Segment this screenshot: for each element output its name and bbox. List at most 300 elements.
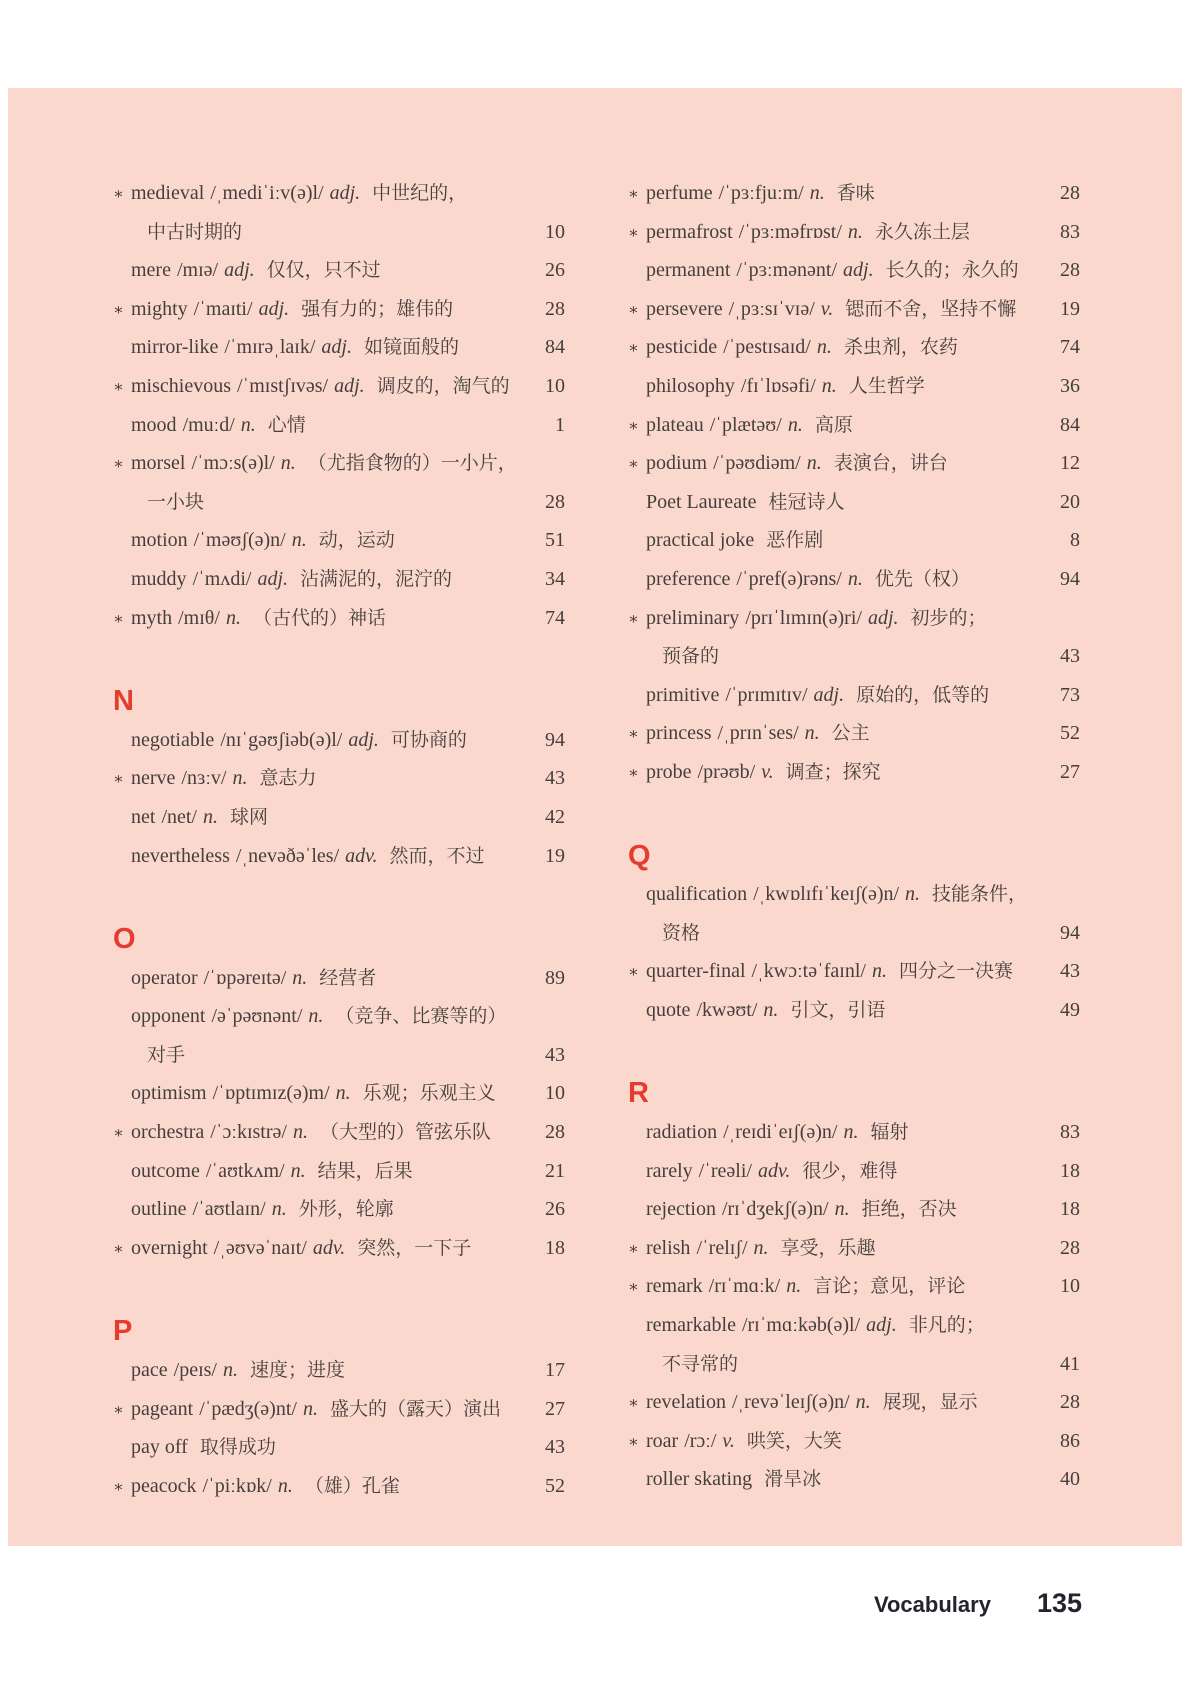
entry-pos: n. [290,1159,306,1182]
entry-page-number: 36 [1060,374,1080,397]
star-marker: ∗ [628,1433,639,1451]
entry-definition: 拒绝，否决 [861,1199,957,1221]
entry-word: opponent [131,1005,206,1028]
vocab-column-left-list [113,88,565,1505]
entry-definition: 强有力的；雄伟的 [301,298,454,320]
entry-pos: n. [786,1275,802,1298]
star-marker: ∗ [628,340,639,358]
entry-pos: n. [280,452,296,475]
entry-word: preliminary [646,606,740,629]
entry-definition: 如镜面般的 [363,337,459,359]
entry-word: plateau [646,413,704,436]
entry-word: perfume [646,182,713,204]
entry-page-number: 74 [545,606,565,629]
entry-definition: （尤指食物的）一小片， [307,453,517,475]
entry-page-number: 43 [545,1043,565,1066]
entry-word: quote [646,998,691,1021]
entry-word: mere [131,259,171,282]
star-marker: ∗ [628,301,639,319]
vocab-column-left [113,88,565,1505]
entry-word: rejection [646,1198,716,1221]
entry-text [131,1428,276,1468]
entry-phonetic: /ˈmɔːs(ə)l/ [191,452,275,475]
vocab-entry [628,560,1080,599]
entry-phonetic: /ˈɒpəreɪtə/ [203,966,287,989]
vocab-entry [628,1229,1080,1268]
entry-word: qualification [646,883,748,906]
entry-text [646,1190,957,1230]
star-marker: ∗ [113,1478,124,1496]
entry-word: remark [646,1275,703,1298]
entry-text [646,753,881,793]
vocab-entry-continuation [113,1036,565,1075]
entry-text [662,914,700,954]
entry-text [646,1460,821,1500]
entry-definition: 然而，不过 [389,845,485,867]
vocab-entry [113,1113,565,1152]
entry-word: motion [131,529,188,552]
entry-pos: n. [847,567,863,590]
entry-definition: 展现，显示 [882,1392,978,1414]
vocab-entry [113,798,565,837]
entry-phonetic: /ˈmaɪti/ [193,297,253,320]
vocab-entry [113,1428,565,1467]
entry-page-number: 10 [545,374,565,397]
entry-phonetic: /ˌkwɔːtəˈfaɪnl/ [751,960,866,983]
entry-word: Poet Laureate [646,490,757,513]
entry-definition: 优先（权） [874,568,970,590]
entry-word: outline [131,1198,187,1221]
entry-definition: 杀虫剂，农药 [843,337,958,359]
entry-page-number: 12 [1060,452,1080,475]
entry-definition: 取得成功 [199,1437,276,1459]
entry-text [131,1390,501,1430]
vocab-entry-continuation [628,1345,1080,1384]
entry-page-number: 10 [1060,1275,1080,1298]
entry-text [131,367,510,407]
entry-definition: 非凡的； [908,1315,985,1337]
entry-definition: 永久冻土层 [874,221,970,243]
entry-definition: 意志力 [259,768,317,790]
entry-word: pageant [131,1397,194,1420]
vocab-entry [113,837,565,876]
entry-word: mirror-like [131,336,219,359]
entry-definition: 享受，乐趣 [780,1237,876,1259]
entry-word: philosophy [646,374,735,397]
entry-definition: 经营者 [319,967,377,989]
entry-phonetic: /ˈpiːkɒk/ [202,1474,272,1497]
star-marker: ∗ [628,1240,639,1258]
entry-page-number: 43 [545,1436,565,1459]
entry-text [646,521,823,561]
star-marker: ∗ [628,456,639,474]
entry-text [131,1190,394,1230]
entry-word: practical joke [646,529,755,552]
entry-phonetic: /ˈpɜːməfrɒst/ [738,220,842,243]
vocab-entry [113,444,565,483]
entry-page-number: 73 [1060,683,1080,706]
footer-section-label: Vocabulary [873,1592,991,1617]
entry-text [131,251,381,291]
entry-phonetic: /mɪθ/ [178,606,220,629]
entry-text [131,444,517,484]
entry-definition-continued: 预备的 [662,646,720,668]
entry-definition: 人生哲学 [848,375,925,397]
entry-word: preference [646,567,731,590]
vocab-entry [113,328,565,367]
entry-definition: 结果，后果 [317,1160,413,1182]
entry-word: probe [646,760,692,783]
entry-pos: v. [820,297,834,320]
entry-text [131,328,459,368]
vocab-entry [628,444,1080,483]
entry-phonetic: /ˈrelɪʃ/ [696,1236,748,1259]
entry-word: mood [131,413,177,436]
entry-word: persevere [646,297,723,320]
entry-page-number: 52 [545,1474,565,1497]
entry-word: princess [646,722,712,745]
entry-pos: adj. [258,297,290,320]
entry-page-number: 8 [1070,529,1080,552]
star-marker: ∗ [628,186,639,203]
entry-text [646,560,970,600]
entry-pos: adv. [312,1236,346,1259]
entry-text [646,328,958,368]
entry-phonetic: /rɪˈmɑːkəb(ə)l/ [741,1314,861,1337]
star-marker: ∗ [628,726,639,744]
entry-pos: n. [804,722,820,745]
entry-word: overnight [131,1236,208,1259]
entry-phonetic: /ˈaʊtlaɪn/ [192,1198,266,1221]
entry-pos: adv. [345,844,378,867]
entry-page-number: 21 [545,1159,565,1182]
entry-definition: 沾满泥的，泥泞的 [300,568,453,590]
vocab-entry-continuation [113,483,565,522]
entry-text [646,875,1027,915]
entry-pos: n. [271,1198,287,1221]
entry-pos: adj. [224,259,255,282]
entry-phonetic: /ˌmediˈiːv(ə)l/ [210,182,324,204]
entry-word: peacock [131,1474,197,1497]
entry-definition: 桂冠诗人 [768,491,845,513]
star-marker: ∗ [628,964,639,982]
entry-phonetic: /rɪˈmɑːk/ [708,1275,781,1298]
entry-phonetic: /ˌprɪnˈses/ [717,722,799,745]
entry-page-number: 18 [1060,1159,1080,1182]
entry-phonetic: /rɪˈdʒekʃ(ə)n/ [721,1198,829,1221]
entry-page-number: 10 [545,1082,565,1105]
entry-page-number: 28 [1060,1236,1080,1259]
vocab-entry [628,483,1080,522]
vocab-entry [628,521,1080,560]
entry-definition: 技能条件， [932,884,1028,906]
entry-phonetic: /mɪə/ [176,259,219,282]
entry-pos: n. [335,1082,351,1105]
entry-phonetic: /ˈpestɪsaɪd/ [723,336,811,359]
entry-text [131,837,485,877]
vocab-entry [628,290,1080,329]
entry-pos: n. [277,1474,293,1497]
entry-word: muddy [131,567,187,590]
entry-text [646,714,870,754]
entry-pos: n. [855,1391,871,1414]
vocab-entry [113,997,565,1036]
entry-page-number: 94 [1060,567,1080,590]
entry-pos: adj. [321,336,352,359]
entry-text [646,1383,978,1423]
entry-pos: n. [291,529,307,552]
entry-page-number: 18 [545,1236,565,1259]
vocab-entry [628,952,1080,991]
entry-phonetic: /net/ [161,805,197,828]
entry-page-number: 28 [545,297,565,320]
entry-pos: n. [905,883,921,906]
vocab-entry [628,328,1080,367]
entry-text [646,1113,908,1153]
entry-definition: 盛大的（露天）演出 [329,1398,501,1420]
vocab-entry [628,1460,1080,1499]
star-marker: ∗ [113,186,124,203]
entry-definition: 公主 [831,723,870,745]
entry-pos: n. [222,1359,238,1382]
entry-page-number: 94 [1060,921,1080,944]
entry-text [131,174,467,214]
entry-definition-continued: 对手 [147,1044,186,1066]
entry-word: nevertheless [131,844,230,867]
vocab-entry [113,367,565,406]
entry-word: relish [646,1236,691,1259]
star-marker: ∗ [113,1401,124,1419]
entry-word: pay off [131,1436,188,1459]
entry-page-number: 19 [545,844,565,867]
vocab-entry [628,714,1080,753]
entry-pos: n. [806,452,822,475]
star-marker: ∗ [628,224,639,242]
star-marker: ∗ [628,610,639,628]
entry-definition: 调皮的，淘气的 [376,375,510,397]
entry-pos: n. [821,374,837,397]
entry-text [131,1113,491,1153]
entry-page-number: 26 [545,1198,565,1221]
entry-word: roller skating [646,1468,753,1491]
entry-word: morsel [131,452,186,475]
entry-definition: （古代的）神话 [252,607,386,629]
entry-pos: n. [225,606,241,629]
entry-definition: 言论；意见，评论 [813,1276,966,1298]
entry-pos: adj. [813,683,845,706]
entry-phonetic: /ˈmɪrəˌlaɪk/ [224,336,316,359]
vocab-entry [113,1190,565,1229]
star-marker: ∗ [628,764,639,782]
entry-phonetic: /ˈpɜːmənənt/ [736,259,838,282]
vocab-entry [628,174,1080,213]
entry-pos: n. [871,960,887,983]
entry-phonetic: /ˈprɪmɪtɪv/ [725,683,808,706]
entry-phonetic: /ˈmʌdi/ [192,567,252,590]
entry-definition: 香味 [836,183,875,204]
entry-definition: 表演台，讲台 [833,453,948,475]
vocab-column-right [628,88,1080,1499]
entry-text [662,637,719,677]
entry-page-number: 28 [1060,182,1080,204]
vocab-entry [628,753,1080,792]
entry-phonetic: /ˈɒptɪmɪz(ə)m/ [212,1082,330,1105]
entry-pos: adj. [867,606,899,629]
vocab-entry [628,406,1080,445]
section-letter-P: P [113,1315,133,1348]
entry-text [147,213,242,253]
entry-phonetic: /nɜːv/ [181,767,227,790]
entry-text [131,290,453,330]
entry-definition: （雄）孔雀 [304,1475,400,1497]
vocab-entry [628,1113,1080,1152]
vocab-entry [113,174,565,213]
entry-word: pesticide [646,336,718,359]
vocab-entry [113,1152,565,1191]
entry-phonetic: /ˈaʊtkʌm/ [205,1159,285,1182]
entry-page-number: 28 [1060,259,1080,282]
vocab-entry [113,759,565,798]
entry-text [131,1074,496,1114]
entry-pos: v. [722,1429,735,1452]
vocab-entry [113,521,565,560]
entry-definition: 辐射 [870,1122,909,1144]
entry-definition: 高原 [814,414,853,436]
entry-page-number: 74 [1060,336,1080,359]
entry-word: radiation [646,1121,718,1144]
entry-definition: 仅仅，只不过 [266,260,381,282]
entry-word: orchestra [131,1121,205,1144]
entry-text [131,721,467,761]
vocab-entry [628,1190,1080,1229]
entry-text [646,676,989,716]
entry-pos: n. [809,182,825,204]
entry-phonetic: /ˈpɜːfjuːm/ [718,182,804,204]
entry-pos: n. [240,413,256,436]
entry-page-number: 42 [545,805,565,828]
entry-definition: 原始的，低等的 [856,684,990,706]
entry-page-number: 18 [1060,1198,1080,1221]
entry-text [131,997,506,1037]
vocab-entry [113,959,565,998]
star-marker: ∗ [113,771,124,789]
entry-pos: n. [308,1005,324,1028]
entry-definition: （竞争、比赛等的） [335,1006,507,1028]
star-marker: ∗ [628,1279,639,1297]
entry-phonetic: /ˌreɪdiˈeɪʃ(ə)n/ [723,1121,838,1144]
entry-text [131,959,376,999]
entry-definition-continued: 中古时期的 [147,221,243,243]
vocab-entry [628,1383,1080,1422]
entry-phonetic: /ˌrevəˈleɪʃ(ə)n/ [731,1391,850,1414]
entry-definition: 很少，难得 [802,1160,898,1182]
entry-definition: 球网 [229,806,268,828]
entry-phonetic: /əˈpəʊnənt/ [211,1005,303,1028]
entry-word: mischievous [131,374,231,397]
entry-page-number: 28 [545,490,565,513]
entry-text [646,1152,897,1192]
entry-page-number: 27 [1060,760,1080,783]
entry-pos: n. [847,220,863,243]
entry-page-number: 19 [1060,297,1080,320]
vocab-entry [113,560,565,599]
entry-word: outcome [131,1159,200,1182]
entry-phonetic: /ˈməʊʃ(ə)n/ [193,529,286,552]
entry-text [131,599,386,639]
entry-page-number: 43 [1060,645,1080,668]
entry-pos: adj. [257,567,289,590]
entry-phonetic: /fɪˈlɒsəfi/ [740,374,816,397]
entry-page-number: 49 [1060,998,1080,1021]
entry-phonetic: /peɪs/ [173,1359,217,1382]
entry-pos: n. [753,1236,769,1259]
vocab-entry [628,676,1080,715]
entry-definition: （大型的）管弦乐队 [319,1122,491,1144]
entry-definition: 可协商的 [390,729,467,751]
entry-pos: adv. [757,1159,791,1182]
entry-page-number: 27 [545,1397,565,1420]
entry-pos: adj. [866,1314,897,1337]
entry-text [662,1345,738,1385]
star-marker: ∗ [113,1125,124,1143]
entry-word: mighty [131,297,188,320]
entry-text [646,213,970,253]
entry-pos: n. [292,1121,308,1144]
vocab-entry [628,1152,1080,1191]
entry-word: permafrost [646,220,733,243]
entry-definition: 调查；探究 [785,761,881,783]
entry-word: pace [131,1359,168,1382]
vocab-entry [113,290,565,329]
entry-word: negotiable [131,728,215,751]
vocab-entry [113,721,565,760]
entry-text [646,1267,965,1307]
entry-definition: 初步的； [910,607,987,629]
entry-definition: 突然，一下子 [357,1237,472,1259]
entry-text [646,367,925,407]
vocab-entry [113,1074,565,1113]
star-marker: ∗ [113,456,124,474]
entry-pos: n. [843,1121,859,1144]
entry-definition: 乐观；乐观主义 [362,1083,496,1105]
entry-definition: 滑旱冰 [764,1469,822,1491]
entry-definition-continued: 一小块 [147,491,205,513]
section-letter-Q: Q [628,839,651,872]
vocab-entry [628,251,1080,290]
entry-text [646,290,1016,330]
entry-definition: 外形，轮廓 [298,1199,394,1221]
entry-phonetic: /ˌpɜːsɪˈvɪə/ [728,297,815,320]
entry-text [131,759,317,799]
star-marker: ∗ [113,1240,124,1258]
entry-word: operator [131,966,198,989]
entry-page-number: 40 [1060,1468,1080,1491]
entry-word: quarter-final [646,960,746,983]
entry-phonetic: /kwəʊt/ [696,998,758,1021]
entry-page-number: 52 [1060,722,1080,745]
vocab-entry [628,1306,1080,1345]
entry-definition: 中世纪的， [372,183,468,204]
entry-phonetic: /ˌkwɒlɪfɪˈkeɪʃ(ə)n/ [753,883,900,906]
vocab-entry [113,251,565,290]
entry-definition: 引文，引语 [790,999,886,1021]
vocab-entry-continuation [628,637,1080,676]
entry-text [131,798,268,838]
entry-page-number: 43 [545,767,565,790]
entry-page-number: 1 [555,413,565,436]
entry-text [646,444,948,484]
entry-page-number: 10 [545,220,565,243]
